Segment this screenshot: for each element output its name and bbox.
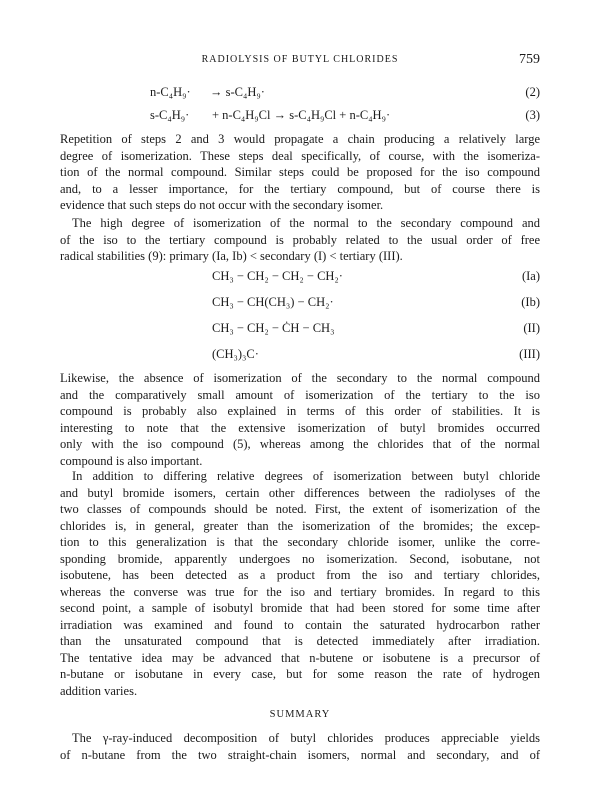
text-line: addition varies.: [60, 683, 138, 698]
radical-ii-formula: CH₃ − CH₂ − ĊH − CH₃: [212, 321, 335, 335]
radical-ii-label: (II): [523, 321, 540, 335]
text-line: radical stabilities (9): primary (Ia, Ib) < secondary (I) < tertiary (III).: [60, 249, 403, 263]
text-line: of n-butane from the two straight-chain isomers, normal and secondary, and of: [60, 747, 540, 762]
text-line: compound is probably also explained in terms of this order of stabilities. It is: [60, 404, 540, 418]
equation-3-number: (3): [525, 108, 540, 122]
text-line: and butyl bromide isomers, certain other differences between the radiolyses of the: [60, 485, 540, 500]
text-line: whereas the converse was true for the iso and tertiary bromides. In regard to this: [60, 584, 540, 599]
text-line: than the unsaturated compound that is detected immediately after irradiation.: [60, 634, 540, 648]
text-line: irradiation was examined and found to contain the saturated hydrocarbon rather: [60, 617, 540, 632]
paragraph-5: [60, 730, 540, 763]
text-line: tion to this generalization is that the secondary chloride isomer, unlike the corre-: [60, 535, 540, 549]
text-line: Likewise, the absence of isomerization of the secondary to the normal compound: [60, 371, 540, 385]
paragraph-2: [60, 215, 540, 265]
text-line: The tentative idea may be advanced that n-butene or isobutene is a precursor of: [60, 650, 540, 665]
text-line: The high degree of isomerization of the normal to the secondary compound and: [72, 216, 540, 230]
text-line: evidence that such steps do not occur with the secondary isomer.: [60, 198, 384, 212]
text-line: tion of the normal compound. Similar steps could be proposed for the iso compound: [60, 165, 540, 179]
radical-iii-label: (III): [519, 347, 540, 361]
text-line: isobutene, has been detected as a product from the iso and tertiary chlorides,: [60, 568, 540, 582]
text-line: chlorides is, in general, greater than the isomerization of the bromides; the excep-: [60, 518, 540, 533]
paragraph-4: [60, 468, 540, 699]
text-line: degree of isomerization. These steps deal specifically, of course, with the isomeriza-: [60, 148, 540, 163]
equation-3-left: s-C₄H₉·: [150, 108, 190, 122]
text-line: The γ-ray-induced decomposition of butyl chlorides produces appreciable yields: [72, 731, 540, 745]
radical-ib-label: (Ib): [521, 295, 540, 309]
equation-3-right: + n-C₄H₉Cl → s-C₄H₉Cl + n-C₄H₉·: [212, 108, 391, 122]
text-line: and the comparatively small amount of isomerization of the tertiary to the iso: [60, 387, 540, 402]
radical-iii-formula: (CH₃)₃C·: [212, 347, 259, 361]
text-line: n-butane or isobutane in every case, but for some reason the rate of hydrogen: [60, 667, 540, 681]
text-line: interesting to note that the extensive isomerization of butyl bromides occurred: [60, 420, 540, 435]
text-line: and, to a lesser importance, for the tertiary compound, but of course there is: [60, 181, 540, 196]
text-line: compound is also important.: [60, 453, 203, 468]
text-line: second point, a sample of isobutyl bromide that had been stored for some time after: [60, 601, 540, 615]
page-header: [60, 52, 540, 70]
equation-2-number: (2): [525, 85, 540, 99]
text-line: In addition to differing relative degrees of isomerization between butyl chloride: [72, 469, 540, 483]
radical-ib-formula: CH₃ − CH(CH₃) − CH₂·: [212, 295, 334, 309]
paragraph-1: [60, 131, 540, 214]
text-line: of the iso to the tertiary compound is probably related to the usual order of free: [60, 232, 540, 247]
equation-2-right: → s-C₄H₉·: [210, 85, 265, 99]
text-line: Repetition of steps 2 and 3 would propagate a chain producing a relatively large: [60, 132, 540, 146]
equation-2-left: n-C₄H₉·: [150, 85, 191, 99]
paragraph-3: [60, 370, 540, 469]
page-number: 759: [519, 52, 540, 67]
running-title: RADIOLYSIS OF BUTYL CHLORIDES: [201, 54, 399, 65]
text-line: sponding bromide, apparently undergoes no isomerization. Second, isobutane, not: [60, 551, 540, 566]
text-line: only with the iso compound (5), whereas among the chlorides that of the normal: [60, 437, 540, 451]
summary-heading: SUMMARY: [269, 709, 331, 720]
radical-ia-formula: CH₃ − CH₂ − CH₂ − CH₂·: [212, 269, 343, 283]
text-line: two classes of compounds should be noted. First, the extent of isomerization of the: [60, 502, 540, 516]
radical-ia-label: (Ia): [521, 269, 540, 283]
